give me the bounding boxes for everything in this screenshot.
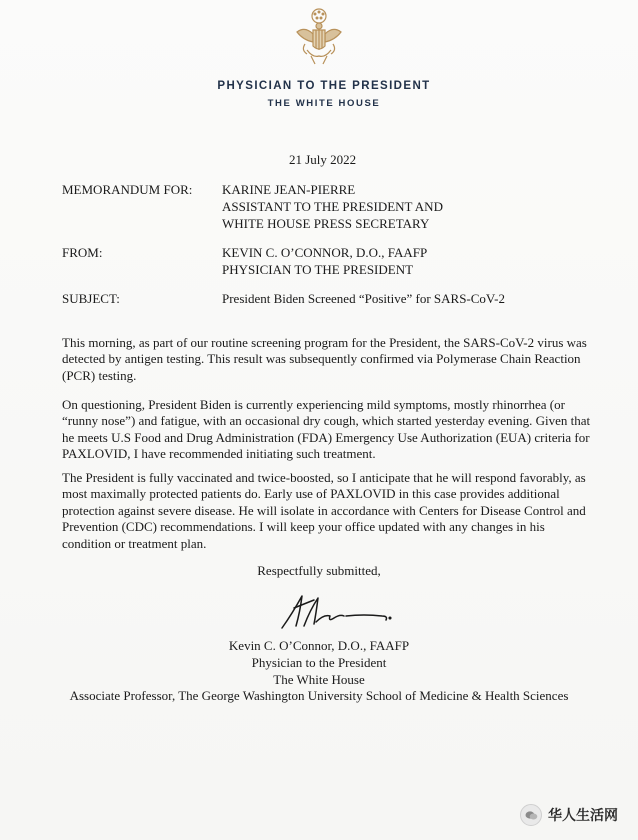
memo-to-recipient: [222, 181, 443, 232]
watermark-text: 华人生活网: [548, 808, 618, 824]
memo-to-line: ASSISTANT TO THE PRESIDENT AND: [222, 199, 443, 214]
letterhead-subtitle: THE WHITE HOUSE: [267, 98, 381, 109]
memo-date: 21 July 2022: [289, 152, 357, 167]
body-paragraph: This morning, as part of our routine screening program for the President, the SARS-CoV-2 virus was detected by antigen testing. This result was subsequently confirmed via Polymerase Chain Reaction (PCR) testing.: [62, 335, 587, 383]
memo-from-line: KEVIN C. O’CONNOR, D.O., FAAFP: [222, 245, 428, 260]
signer-name: Kevin C. O’Connor, D.O., FAAFP: [228, 638, 410, 653]
memo-to-line: WHITE HOUSE PRESS SECRETARY: [222, 216, 430, 231]
memo-from-line: PHYSICIAN TO THE PRESIDENT: [222, 262, 414, 277]
memo-from-label: FROM:: [62, 245, 103, 260]
closing-text: Respectfully submitted,: [257, 563, 381, 578]
body-paragraph: The President is fully vaccinated and twice-boosted, so I anticipate that he will respond favorably, as most maximally protected patients do. Early use of PAXLOVID in this case provides additional protection against severe disease. He will isolate in accordance with Centers for Disease Control and Prevention (CDC) recommendations. I will keep your office updated with any changes in his condition or treatment plan.: [62, 470, 586, 551]
chat-bubble-icon: [520, 804, 542, 826]
memo-subject-label: SUBJECT:: [62, 291, 120, 306]
watermark: [520, 804, 618, 826]
memo-to-label: MEMORANDUM FOR:: [62, 182, 193, 197]
signer-title: Physician to the President: [251, 655, 387, 670]
signature-icon: [274, 586, 404, 636]
signer-affiliation: Associate Professor, The George Washington University School of Medicine & Health Sciences: [69, 688, 569, 703]
presidential-seal-icon: [291, 6, 347, 70]
memo-to-line: KARINE JEAN-PIERRE: [222, 182, 356, 197]
signer-office: The White House: [273, 672, 365, 687]
body-paragraph: On questioning, President Biden is currently experiencing mild symptoms, mostly rhinorrhea (or “runny nose”) and fatigue, with an occasional dry cough, which started yesterday evening. Given that he meets U.S Food and Drug Administration (FDA) Emergency Use Authorization (EUA) criteria for PAXLOVID, I have recommended initiating such treatment.: [62, 397, 591, 462]
memo-from-sender: [222, 244, 427, 278]
memo-subject-text: President Biden Screened “Positive” for SARS-CoV-2: [222, 291, 505, 306]
letterhead-title: PHYSICIAN TO THE PRESIDENT: [217, 80, 431, 92]
